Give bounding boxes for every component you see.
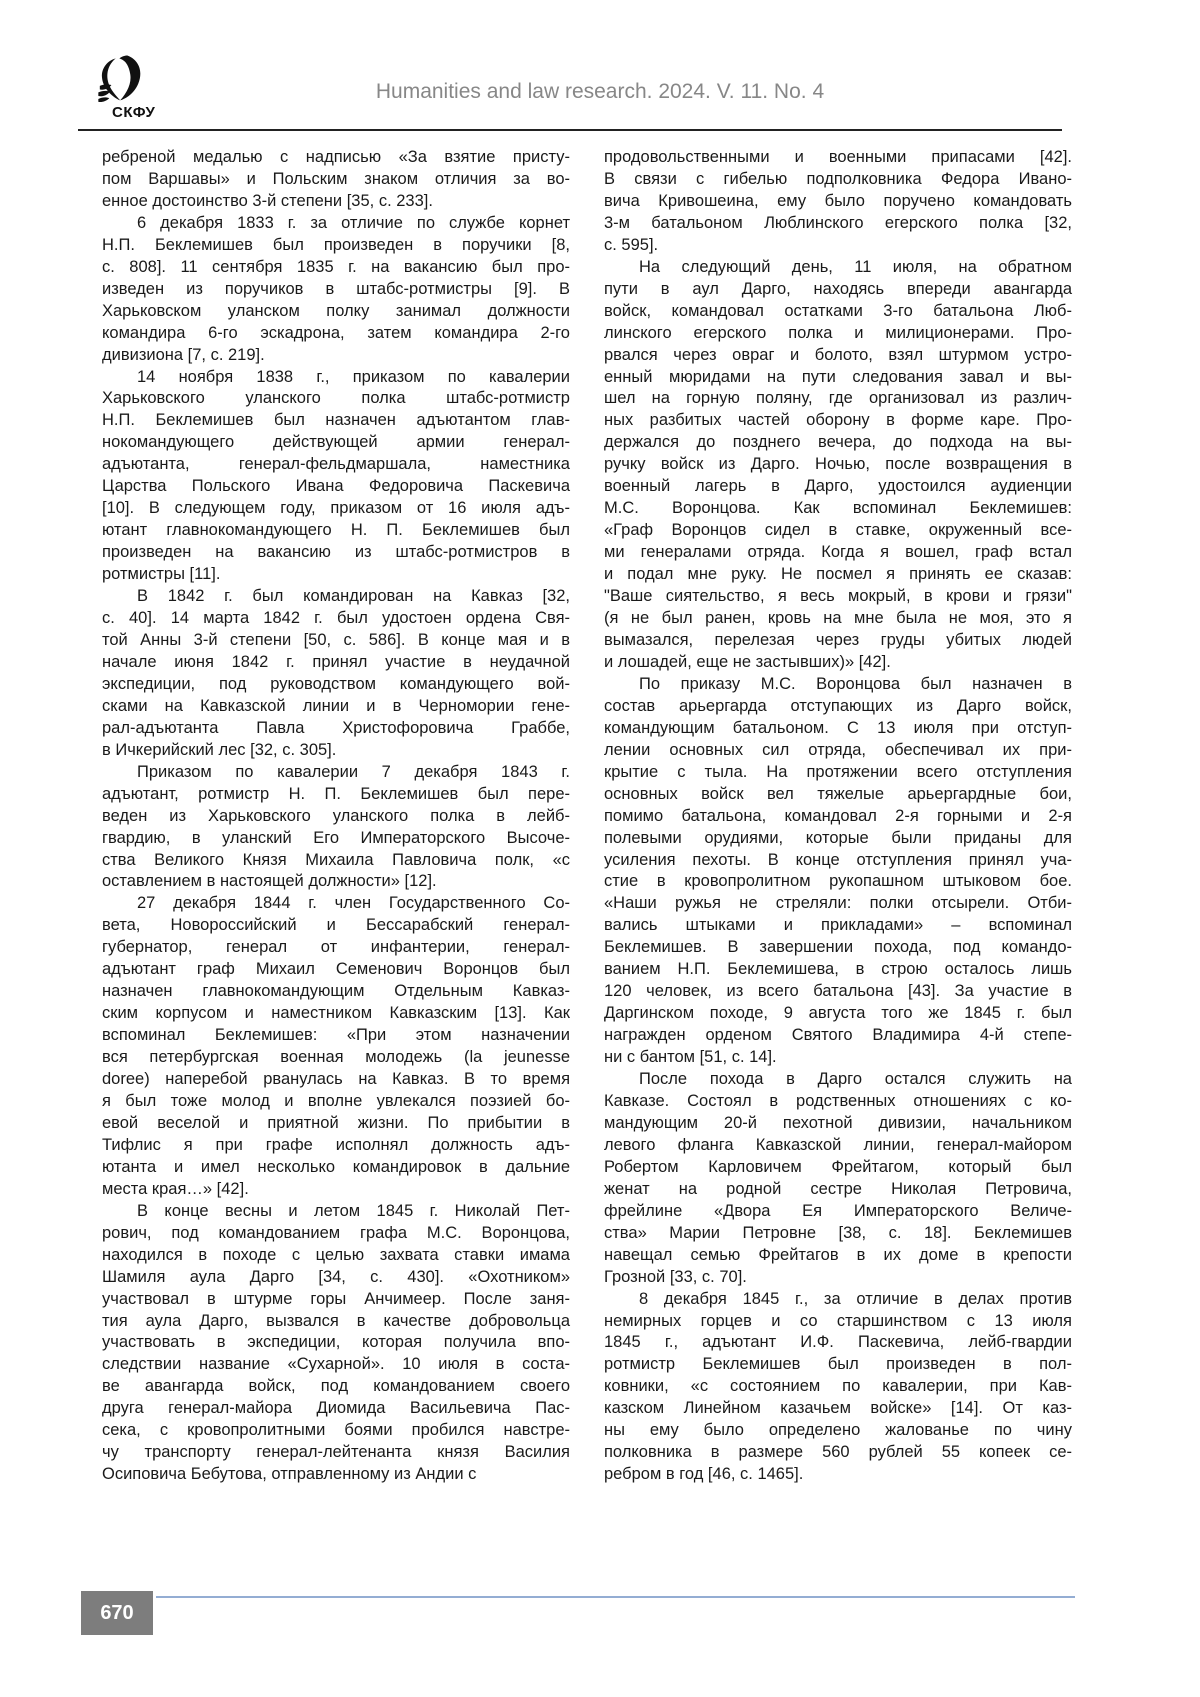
text-line: "Ваше сиятельство, я весь мокрый, в крови и грязи" [604,587,1072,606]
text-line: полковника в размере 560 рублей 55 копеек се- [604,1443,1072,1462]
text-line: и лошадей, еще не застывших)» [42]. [604,652,891,671]
text-line: казском Линейном казачьем войске» [14]. От каз- [604,1399,1072,1418]
text-line: ротмистры [11]. [102,565,221,584]
text-line: Н.П. Беклемишев был произведен в поручики [8, [102,235,570,254]
paragraph [604,674,1072,1069]
text-line: помимо батальона, командовал 2-я горными и 2-я [604,806,1072,825]
text-line: рал-адъютанта Павла Христофоровича Граббе, [102,718,570,737]
text-line: той Анны 3-й степени [50, с. 586]. В конце мая и в [102,630,570,649]
text-line: войск, командовал остатками 3-го батальона Люб- [604,301,1072,320]
text-line: ребром в год [46, с. 1465]. [604,1465,804,1484]
text-line: экспедиции, под руководством командующего вой- [102,674,570,693]
text-line: сками на Кавказской линии и в Черномории гене- [102,696,570,715]
text-line: командира 6-го эскадрона, затем командира 2-го [102,323,570,342]
text-line: фрейлине «Двора Ея Императорского Величе- [604,1201,1072,1220]
text-line: тия аула Дарго, вызвался в качестве добровольца [102,1311,570,1330]
text-line: начале июня 1842 г. принял участие в неудачной [102,652,570,671]
text-line: ны ему было определено жалованье по чину [604,1421,1072,1440]
text-line: ручку войск из Дарго. Ночью, после возвращения в [604,455,1072,474]
journal-title: Humanities and law research. 2024. V. 11. No. 4 [375,80,825,103]
page-number-box [81,1591,153,1635]
text-line: мандующим 20-й пехотной дивизии, начальником [604,1113,1072,1132]
text-line: стие в кровопролитном рукопашном штыковом бое. [604,872,1072,891]
text-line: с. 595]. [604,235,659,254]
text-line: вета, Новороссийский и Бессарабский генерал- [102,916,570,935]
text-line: участвовал в штурме горы Анчимеер. После заня- [102,1289,570,1308]
text-line: вича Кривошеина, ему было поручено командовать [604,191,1072,210]
text-line: Беклемишев. В завершении похода, под командо- [604,938,1072,957]
text-line: Тифлис я при графе исполнял должность адъ- [102,1135,570,1154]
text-line: линского егерского полка и милиционерами. Про- [604,323,1072,342]
text-line: Шамиля аула Дарго [34, с. 430]. «Охотником» [102,1267,570,1286]
logo-text: СКФУ [112,104,156,121]
text-line: 120 человек, из всего батальона [43]. За участие в [604,982,1072,1001]
text-line: военный лагерь в Дарго, удостоился аудиенции [604,477,1072,496]
text-line: ротмистр Беклемишев был произведен в пол- [604,1355,1072,1374]
text-line: лении основных сил отряда, обеспечивал их при- [604,740,1072,759]
text-line: полевыми орудиями, которые были приданы для [604,828,1072,847]
paragraph [102,213,570,367]
text-line: изведен из поручиков в штабс-ротмистры [9]. В [102,279,570,298]
text-line: нокомандующего действующей армии генерал- [102,433,570,452]
text-line: [10]. В следующем году, приказом от 16 июля адъ- [102,499,570,518]
text-line: ни с бантом [51, с. 14]. [604,1048,777,1067]
text-line: енный мюридами на пути следования завал и вы- [604,367,1072,386]
text-line: гвардию, в уланский Его Императорского Высоче- [102,828,570,847]
text-line: 27 декабря 1844 г. член Государственного Со- [137,894,570,913]
text-line: На следующий день, 11 июля, на обратном [639,257,1072,276]
text-line: места края…» [42]. [102,1179,249,1198]
text-line: основных войск вел тяжелые арьергардные бои, [604,784,1072,803]
text-line: пом Варшавы» и Польским знаком отличия за во- [102,169,570,188]
text-line: doree) наперебой рванулась на Кавказ. В то время [102,1070,570,1089]
text-line: Робертом Карловичем Фрейтагом, который был [604,1157,1072,1176]
text-line: левого фланга Кавказской линии, генерал-майором [604,1135,1072,1154]
text-line: ства» Марии Петровне [38, с. 18]. Беклемишев [604,1223,1072,1242]
text-line: я был тоже молод и вполне увлекался поэзией бо- [102,1091,570,1110]
text-line: следствии название «Сухарной». 10 июля в соста- [102,1355,570,1374]
paragraph [102,367,570,587]
paragraph [102,147,570,213]
text-line: участвовать в экспедиции, которая получила впо- [102,1333,570,1352]
text-line: сека, с кровопролитными боями пробился навстре- [102,1421,570,1440]
text-line: 8 декабря 1845 г., за отличие в делах против [639,1289,1072,1308]
text-line: ванием Н.П. Беклемишева, в строю осталось лишь [604,960,1072,979]
text-line: Н.П. Беклемишев был назначен адъютантом глав- [102,411,570,430]
paragraph [604,1069,1072,1289]
text-line: «Наши ружья не стреляли: полки отсырели. Отби- [604,894,1072,913]
text-line: (я не был ранен, кровь на мне была не моя, это я [604,609,1072,628]
page-header [0,0,1200,147]
article-body [102,147,1072,1486]
paragraph [604,1289,1072,1487]
text-line: «Граф Воронцов сидел в ставке, окруженный все- [604,521,1072,540]
text-line: губернатор, генерал от инфантерии, генерал- [102,938,570,957]
page-number: 670 [100,1601,134,1624]
text-line: В конце весны и летом 1845 г. Николай Пет- [137,1201,570,1220]
text-line: усиления пехоты. В конце отступления принял уча- [604,850,1072,869]
text-line: командующим батальоном. С 13 июля при отступ- [604,718,1072,737]
text-line: ребреной медалью с надписью «За взятие присту- [102,148,570,166]
paragraph [102,586,570,762]
text-line: Грозной [33, с. 70]. [604,1267,747,1286]
text-line: 3-м батальоном Люблинского егерского полка [32, [604,213,1072,232]
paragraph [102,762,570,894]
paragraph [102,1201,570,1486]
text-line: Царства Польского Ивана Федоровича Паскевича [102,477,570,496]
text-line: ных разбитых частей оборону в форме каре. Про- [604,411,1072,430]
text-line: 6 декабря 1833 г. за отличие по службе корнет [137,213,570,232]
text-line: назначен главнокомандующим Отдельным Кавказ- [102,982,570,1001]
footer-line [156,1596,1075,1598]
page-footer [0,1585,1200,1645]
text-line: рвался через овраг и болото, взял штурмом устро- [604,345,1072,364]
header-rule [78,129,1062,131]
paragraph [604,257,1072,674]
paragraph [102,893,570,1200]
text-line: По приказу М.С. Воронцова был назначен в [639,674,1072,693]
paragraph [604,147,1072,257]
text-line: ства Великого Князя Михаила Павловича полк, «с [102,850,570,869]
text-line: с. 808]. 11 сентября 1835 г. на вакансию был про- [102,257,570,276]
text-line: произведен на вакансию из штабс-ротмистров в [102,543,570,562]
text-line: с. 40]. 14 марта 1842 г. был удостоен ордена Свя- [102,609,570,628]
text-line: ми генералами отряда. Когда я вошел, граф встал [604,543,1072,562]
text-line: пути в аул Дарго, находясь впереди авангарда [604,279,1072,298]
text-line: адъютант, ротмистр Н. П. Беклемишев был пере- [102,784,570,803]
text-line: находился в походе с целью захвата ставки имама [102,1245,570,1264]
text-line: 14 ноября 1838 г., приказом по кавалерии [137,367,570,386]
text-line: Кавказе. Состоял в родственных отношениях с ко- [604,1091,1072,1110]
text-line: ве авангарда войск, под командованием своего [102,1377,570,1396]
left-column [102,147,570,1486]
text-line: В связи с гибелью подполковника Федора Ивано- [604,169,1072,188]
text-line: чу транспорту генерал-лейтенанта князя Василия [102,1443,570,1462]
text-line: награжден орденом Святого Владимира 4-й степе- [604,1026,1072,1045]
text-line: вся петербургская военная молодежь (la jeunesse [102,1048,570,1067]
text-line: состав арьергарда отступающих из Дарго войск, [604,696,1072,715]
text-line: крытие с тыла. На протяжении всего отступления [604,762,1072,781]
text-line: В 1842 г. был командирован на Кавказ [32, [137,587,570,606]
text-line: Харьковского уланского полка штабс-ротмистр [102,389,570,408]
text-line: Харьковском уланском полку занимал должности [102,301,570,320]
text-line: ским корпусом и наместником Кавказским [13]. Как [102,1004,570,1023]
text-line: немирных горцев и со старшинством с 13 июля [604,1311,1072,1330]
text-line: держался до позднего вечера, до подхода на вы- [604,433,1072,452]
text-line: После похода в Дарго остался служить на [639,1070,1072,1089]
text-line: вымазался, перелезая через груды убитых людей [604,630,1072,649]
text-line: Осиповича Бебутова, отправленному из Андии с [102,1465,477,1484]
text-line: Приказом по кавалерии 7 декабря 1843 г. [137,762,570,781]
text-line: в Ичкерийский лес [32, с. 305]. [102,740,337,759]
text-line: шел на горную поляну, где организовал из различ- [604,389,1072,408]
text-line: евой веселой и приятной жизни. По прибытии в [102,1113,570,1132]
text-line: дивизиона [7, с. 219]. [102,345,265,364]
text-line: друга генерал-майора Диомида Васильевича Пас- [102,1399,570,1418]
text-line: продовольственными и военными припасами [42]. [604,148,1072,166]
text-line: и подал мне руку. Не посмел я принять ее сказав: [604,565,1072,584]
text-line: вспоминал Беклемишев: «При этом назначении [102,1026,570,1045]
right-column [604,147,1072,1486]
text-line: адъютант граф Михаил Семенович Воронцов был [102,960,570,979]
text-line: ютанта и имел несколько командировок в дальние [102,1157,570,1176]
text-line: енное достоинство 3-й степени [35, с. 233]. [102,191,433,210]
text-line: рович, под командованием графа М.С. Воронцова, [102,1223,570,1242]
text-line: оставлением в настоящей должности» [12]. [102,872,437,891]
text-line: М.С. Воронцова. Как вспоминал Беклемишев: [604,499,1072,518]
text-line: вались штыками и прикладами» – вспоминал [604,916,1072,935]
text-line: Даргинском походе, 9 августа того же 1845 г. был [604,1004,1072,1023]
text-line: адъютанта, генерал-фельдмаршала, наместника [102,455,570,474]
text-line: ютант главнокомандующего Н. П. Беклемишев был [102,521,570,540]
text-line: веден из Харьковского уланского полка в лейб- [102,806,570,825]
text-line: навещал семью Фрейтагов в их доме в крепости [604,1245,1072,1264]
text-line: женат на родной сестре Николая Петровича, [604,1179,1072,1198]
text-line: 1845 г., адъютант И.Ф. Паскевича, лейб-гвардии [604,1333,1072,1352]
text-line: ковники, «с состоянием по кавалерии, при Кав- [604,1377,1072,1396]
